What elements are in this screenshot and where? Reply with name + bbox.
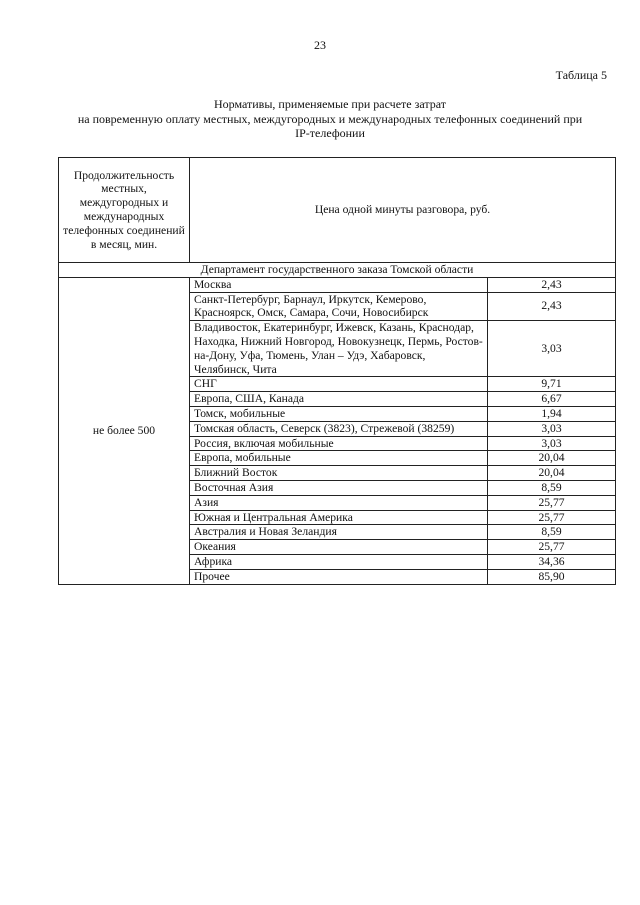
department-name: Департамент государственного заказа Томской области bbox=[59, 263, 616, 278]
title-line: на повременную оплату местных, междугородных и международных телефонных соединений при bbox=[77, 111, 583, 126]
price-cell: 8,59 bbox=[488, 525, 616, 540]
price-cell: 3,03 bbox=[488, 421, 616, 436]
price-cell: 34,36 bbox=[488, 554, 616, 569]
direction-cell: Россия, включая мобильные bbox=[190, 436, 488, 451]
direction-cell: Владивосток, Екатеринбург, Ижевск, Казань, Краснодар, Находка, Нижний Новгород, Новокузнецк, Пермь, Ростов-на-Дону, Уфа, Тюмень, Улан – Удэ, Хабаровск, Челябинск, Чита bbox=[190, 321, 488, 377]
table-label: Таблица 5 bbox=[555, 68, 607, 82]
direction-cell: СНГ bbox=[190, 377, 488, 392]
price-cell: 20,04 bbox=[488, 466, 616, 481]
price-cell: 3,03 bbox=[488, 436, 616, 451]
department-row bbox=[59, 263, 616, 278]
direction-cell: Азия bbox=[190, 495, 488, 510]
direction-cell: Прочее bbox=[190, 569, 488, 584]
price-cell: 2,43 bbox=[488, 277, 616, 292]
direction-cell: Европа, США, Канада bbox=[190, 392, 488, 407]
direction-cell: Томск, мобильные bbox=[190, 406, 488, 421]
duration-limit: не более 500 bbox=[59, 277, 190, 584]
direction-cell: Африка bbox=[190, 554, 488, 569]
direction-cell: Южная и Центральная Америка bbox=[190, 510, 488, 525]
title-line: Нормативы, применяемые при расчете затрат bbox=[213, 97, 446, 111]
table-header-row bbox=[59, 158, 616, 263]
price-cell: 1,94 bbox=[488, 406, 616, 421]
table-row bbox=[59, 277, 616, 292]
price-cell: 9,71 bbox=[488, 377, 616, 392]
price-cell: 25,77 bbox=[488, 540, 616, 555]
page-number: 23 bbox=[314, 38, 326, 52]
direction-cell: Санкт-Петербург, Барнаул, Иркутск, Кемерово, Красноярск, Омск, Самара, Сочи, Новосибирск bbox=[190, 292, 488, 321]
price-cell: 25,77 bbox=[488, 495, 616, 510]
price-cell: 20,04 bbox=[488, 451, 616, 466]
direction-cell: Австралия и Новая Зеландия bbox=[190, 525, 488, 540]
direction-cell: Европа, мобильные bbox=[190, 451, 488, 466]
header-price: Цена одной минуты разговора, руб. bbox=[190, 158, 616, 263]
price-cell: 6,67 bbox=[488, 392, 616, 407]
direction-cell: Океания bbox=[190, 540, 488, 555]
price-cell: 3,03 bbox=[488, 321, 616, 377]
direction-cell: Ближний Восток bbox=[190, 466, 488, 481]
telephony-norms-table bbox=[58, 157, 616, 585]
price-cell: 25,77 bbox=[488, 510, 616, 525]
direction-cell: Томская область, Северск (3823), Стрежевой (38259) bbox=[190, 421, 488, 436]
price-cell: 8,59 bbox=[488, 480, 616, 495]
document-title bbox=[50, 97, 610, 141]
direction-cell: Восточная Азия bbox=[190, 480, 488, 495]
direction-cell: Москва bbox=[190, 277, 488, 292]
price-cell: 85,90 bbox=[488, 569, 616, 584]
price-cell: 2,43 bbox=[488, 292, 616, 321]
header-duration: Продолжительность местных, междугородных и международных телефонных соединений в месяц, мин. bbox=[59, 158, 190, 263]
title-line: IP-телефонии bbox=[295, 126, 365, 140]
